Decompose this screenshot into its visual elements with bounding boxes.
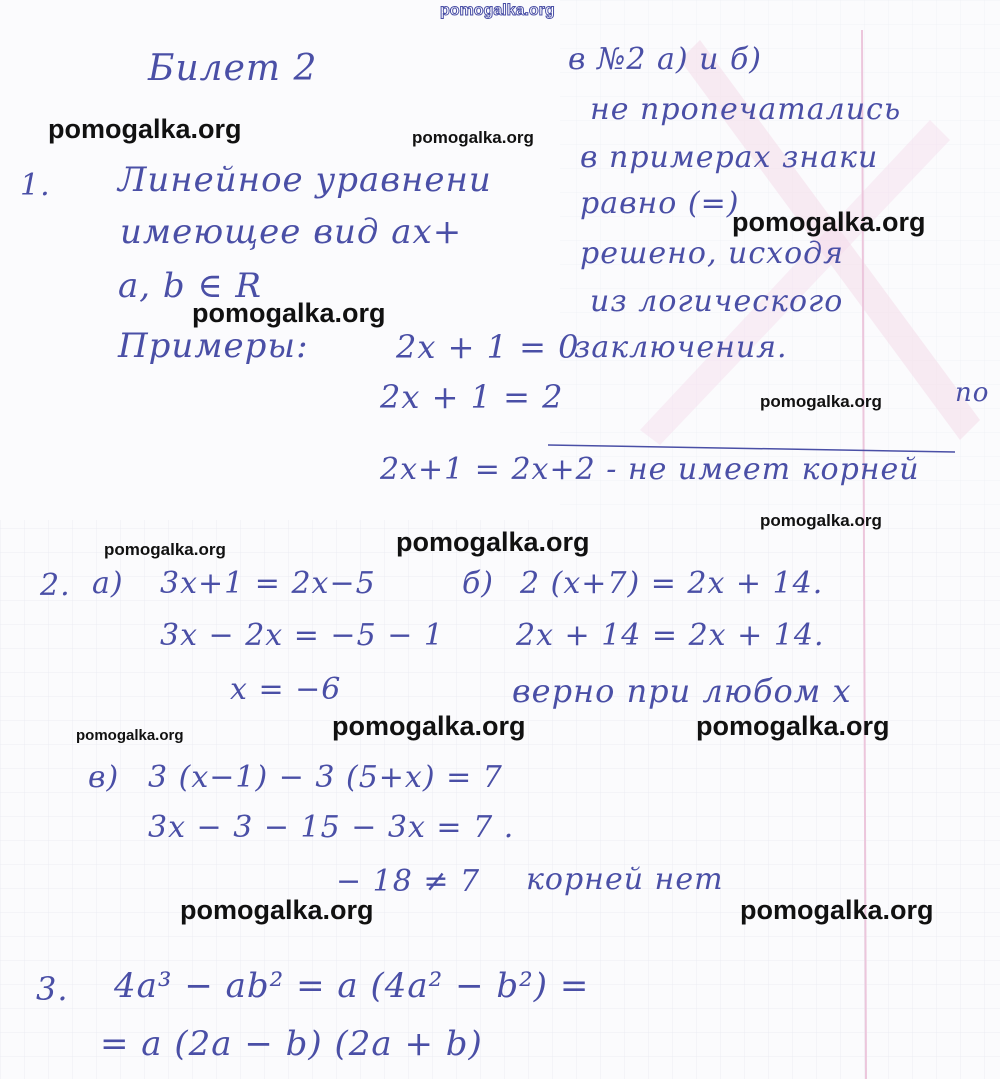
q2-v-line: − 18 ≠ 7 xyxy=(336,864,481,899)
q2-v-line: корней нет xyxy=(526,862,724,897)
watermark: pomogalka.org xyxy=(76,727,184,744)
q2-a-line: 3x+1 = 2x−5 xyxy=(160,566,376,601)
q1-text-line: a, b ∈ R xyxy=(118,266,263,306)
q1-text-line: Примеры: xyxy=(118,326,309,366)
side-mark: по xyxy=(955,378,990,408)
margin-note-line: не пропечатались xyxy=(590,92,902,127)
watermark: pomogalka.org xyxy=(104,540,226,559)
q2-b-line: 2 (x+7) = 2x + 14. xyxy=(520,566,824,601)
q2-a-line: 3x − 2x = −5 − 1 xyxy=(160,618,444,653)
q1-text-line: имеющее вид ax+ xyxy=(120,212,463,252)
q2-b-label: б) xyxy=(462,566,495,601)
q1-text-line: Линейное уравнени xyxy=(118,160,492,200)
q3-number: 3. xyxy=(36,970,69,1008)
margin-note-line: равно (=) xyxy=(580,186,740,221)
margin-note-line: в №2 а) и б) xyxy=(568,42,763,77)
q2-b-line: 2x + 14 = 2x + 14. xyxy=(516,618,825,653)
watermark: pomogalka.org xyxy=(332,711,526,741)
watermark: pomogalka.org xyxy=(48,114,242,144)
ticket-title: Билет 2 xyxy=(148,48,318,89)
q2-v-label: в) xyxy=(88,760,120,795)
watermark: pomogalka.org xyxy=(192,298,386,328)
watermark: pomogalka.org xyxy=(732,207,926,237)
q3-line: = a (2a − b) (2a + b) xyxy=(100,1024,483,1064)
margin-note-line: заключения. xyxy=(574,330,788,365)
q1-example: 2x + 1 = 0 xyxy=(396,328,580,366)
q2-number: 2. xyxy=(40,568,71,603)
q1-no-roots: 2x+1 = 2x+2 - не имеет корней xyxy=(380,452,920,487)
watermark: pomogalka.org xyxy=(180,895,374,925)
q2-v-line: 3x − 3 − 15 − 3x = 7 . xyxy=(148,810,515,845)
q2-a-label: a) xyxy=(92,566,124,601)
q2-v-line: 3 (x−1) − 3 (5+x) = 7 xyxy=(148,760,503,795)
watermark: pomogalka.org xyxy=(412,128,534,147)
watermark-top: pomogalka.org xyxy=(440,2,555,19)
q1-example: 2x + 1 = 2 xyxy=(380,378,564,416)
q3-line: 4a³ − ab² = a (4a² − b²) = xyxy=(114,966,590,1006)
q1-number: 1. xyxy=(20,168,51,203)
watermark: pomogalka.org xyxy=(696,711,890,741)
watermark: pomogalka.org xyxy=(760,511,882,530)
margin-note-line: из логического xyxy=(590,284,844,319)
watermark: pomogalka.org xyxy=(760,392,882,411)
margin-note-line: решено, исходя xyxy=(580,236,845,271)
watermark: pomogalka.org xyxy=(396,527,590,557)
margin-note-line: в примерах знаки xyxy=(580,140,879,175)
q2-a-line: x = −6 xyxy=(230,672,342,707)
q2-b-line: верно при любом x xyxy=(512,672,852,710)
watermark: pomogalka.org xyxy=(740,895,934,925)
